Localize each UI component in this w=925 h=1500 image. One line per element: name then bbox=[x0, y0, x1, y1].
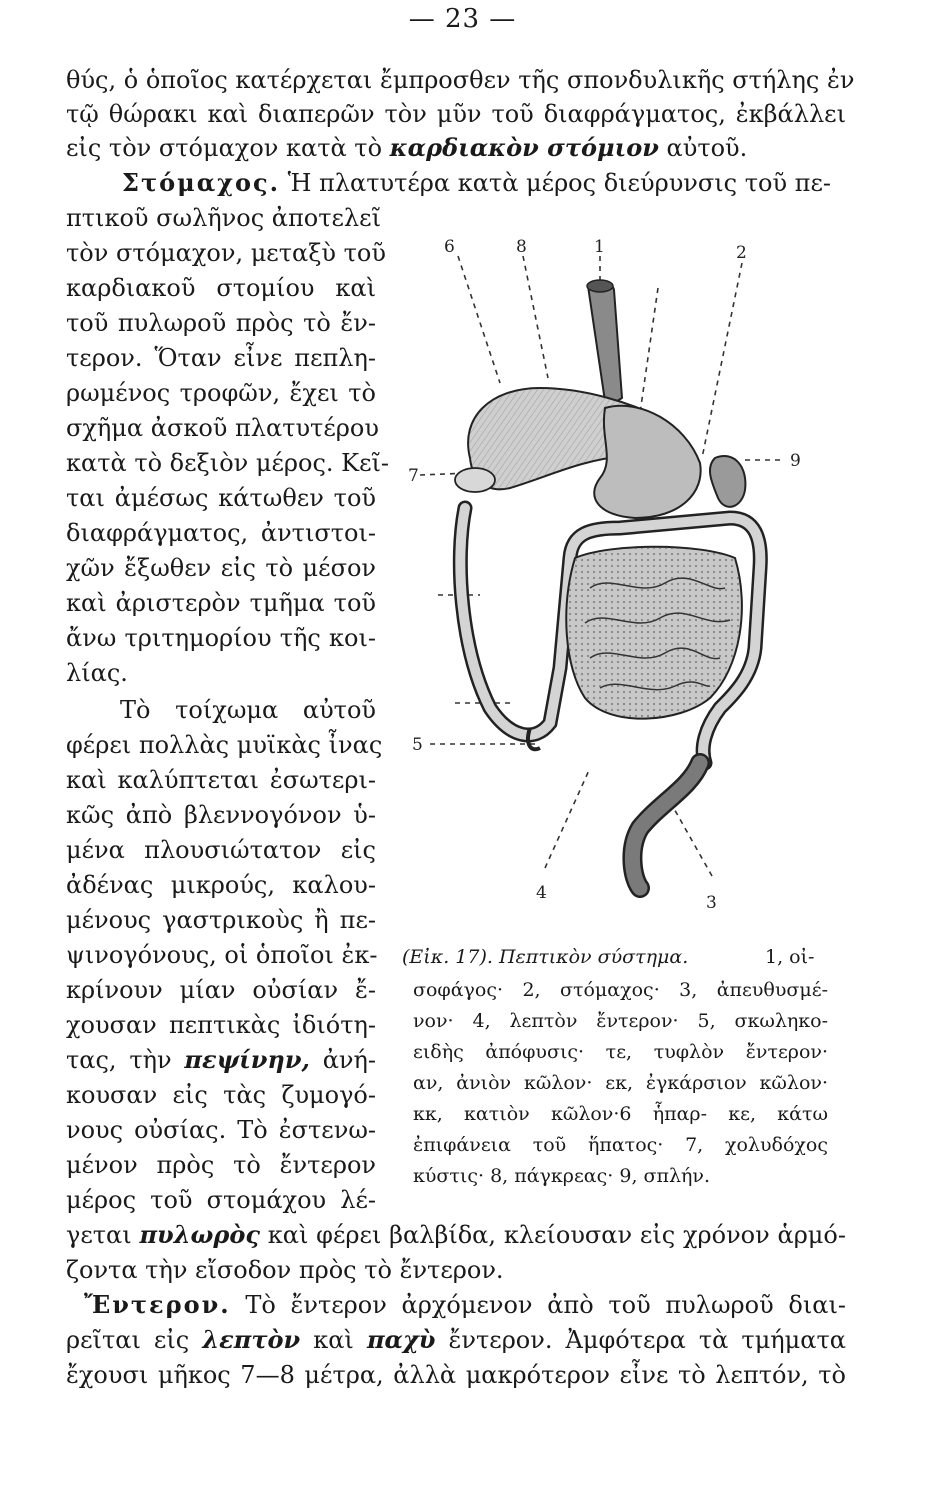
term-pepsin: πεψίνην, bbox=[184, 1045, 310, 1074]
figure-caption-text: κύστις· 8, πάγκρεας· 9, σπλήν. bbox=[413, 1165, 710, 1187]
body-line: κρίνουν μίαν οὐσίαν ἔ- bbox=[66, 976, 376, 1004]
term-cardiac-orifice: καρδιακὸν στόμιον bbox=[389, 133, 659, 162]
figure-caption-text: κκ, κατιὸν κῶλον·6 ἧπαρ- κε, κάτω bbox=[413, 1103, 828, 1125]
term-large-intestine: παχὺ bbox=[366, 1325, 436, 1354]
body-line: ἀδένας μικρούς, καλου- bbox=[66, 871, 376, 899]
page-number: — 23 — bbox=[408, 4, 517, 34]
figure-caption-title: (Εἰκ. 17). Πεπτικὸν σύστημα. bbox=[402, 946, 689, 968]
figure-caption-text: νον· 4, λεπτὸν ἔντερον· 5, σκωληκο- bbox=[413, 1010, 828, 1032]
section-heading-intestine: Ἔντερον. bbox=[84, 1290, 231, 1319]
body-line: χῶν ἔξωθεν εἰς τὸ μέσον bbox=[66, 554, 376, 582]
digestive-system-figure bbox=[400, 228, 830, 918]
figure-label: 2 bbox=[736, 243, 747, 263]
text-run: αὐτοῦ. bbox=[666, 134, 748, 162]
body-line: μένα πλουσιώτατον εἰς bbox=[66, 836, 376, 864]
figure-label: 7 bbox=[408, 466, 419, 486]
body-line: μέρος τοῦ στομάχου λέ- bbox=[66, 1186, 376, 1214]
body-line bbox=[66, 1220, 846, 1249]
figure-caption-text: σοφάγος· 2, στόμαχος· 3, ἀπευθυσμέ- bbox=[413, 979, 828, 1001]
figure-label: 9 bbox=[790, 451, 801, 471]
body-line: ζοντα τὴν εἴσοδον πρὸς τὸ ἔντερον. bbox=[66, 1256, 504, 1284]
body-line: ται ἀμέσως κάτωθεν τοῦ bbox=[66, 484, 376, 512]
body-line bbox=[66, 1325, 846, 1354]
figure-caption-text: ειδὴς ἀπόφυσις· τε, τυφλὸν ἔντερον· bbox=[413, 1041, 828, 1063]
body-line: ἔχουσι μῆκος 7—8 μέτρα, ἀλλὰ μακρότερον εἶνε τὸ λεπτόν, τὸ bbox=[66, 1361, 846, 1389]
term-pylorus: πυλωρὸς bbox=[139, 1220, 260, 1249]
body-line: κατὰ τὸ δεξιὸν μέρος. Κεῖ- bbox=[66, 449, 390, 477]
body-line bbox=[66, 133, 748, 162]
body-line: τοῦ πυλωροῦ πρὸς τὸ ἔν- bbox=[66, 309, 376, 337]
body-line: ψινογόνους, οἱ ὁποῖοι ἐκ- bbox=[66, 941, 378, 969]
body-line: διαφράγματος, ἀντιστοι- bbox=[66, 519, 376, 547]
body-line: καὶ ἀριστερὸν τμῆμα τοῦ bbox=[66, 589, 376, 617]
body-line: μένους γαστρικοὺς ἢ πε- bbox=[66, 906, 376, 934]
body-line: φέρει πολλὰς μυϊκὰς ἶνας bbox=[66, 731, 383, 759]
body-line: μένον πρὸς τὸ ἔντερον bbox=[66, 1151, 376, 1179]
body-line: σχῆμα ἀσκοῦ πλατυτέρου bbox=[66, 414, 379, 442]
figure-label: 3 bbox=[706, 893, 717, 913]
text-run: ἀνή- bbox=[322, 1046, 376, 1074]
body-line: πτικοῦ σωλῆνος ἀποτελεῖ bbox=[66, 204, 381, 232]
body-line: ἄνω τριτημορίου τῆς κοι- bbox=[66, 624, 376, 652]
text-run: καὶ bbox=[313, 1326, 354, 1354]
body-line: καρδιακοῦ στομίου καὶ bbox=[66, 274, 376, 302]
body-line: κῶς ἀπὸ βλεννογόνον ὑ- bbox=[66, 801, 376, 829]
figure-label: 1 bbox=[594, 237, 605, 257]
text-run: εἰς τὸν στόμαχον κατὰ τὸ bbox=[66, 134, 383, 162]
body-line: τερον. Ὅταν εἶνε πεπλη- bbox=[66, 344, 376, 372]
body-line: Τὸ τοίχωμα αὐτοῦ bbox=[120, 696, 376, 724]
text-run: γεται bbox=[66, 1221, 132, 1249]
body-line: λίας. bbox=[66, 659, 128, 687]
figure-label: 8 bbox=[516, 237, 527, 257]
body-line bbox=[122, 168, 831, 197]
body-line: χουσαν πεπτικὰς ἰδιότη- bbox=[66, 1011, 376, 1039]
figure-label: 4 bbox=[536, 883, 547, 903]
body-line: καὶ καλύπτεται ἐσωτερι- bbox=[66, 766, 376, 794]
figure-caption-text: 1, οἰ- bbox=[765, 946, 815, 968]
body-line: νους οὐσίας. Τὸ ἐστενω- bbox=[66, 1116, 376, 1144]
text-run: ρεῖται εἰς bbox=[66, 1326, 190, 1354]
body-line: κουσαν εἰς τὰς ζυμογό- bbox=[66, 1081, 376, 1109]
figure-label: 6 bbox=[444, 237, 455, 257]
text-run: Ἡ πλατυτέρα κατὰ μέρος διεύρυνσις τοῦ πε- bbox=[287, 169, 831, 197]
term-small-intestine: λεπτὸν bbox=[202, 1325, 301, 1354]
body-line: ρωμένος τροφῶν, ἔχει τὸ bbox=[66, 379, 376, 407]
figure-caption-text: ἐπιφάνεια τοῦ ἥπατος· 7, χολυδόχος bbox=[413, 1134, 828, 1156]
text-run: καὶ φέρει βαλβίδα, κλείουσαν εἰς χρόνον ἁρμό- bbox=[267, 1221, 846, 1249]
figure-label: 5 bbox=[412, 735, 423, 755]
text-run: Τὸ ἔντερον ἀρχόμενον ἀπὸ τοῦ πυλωροῦ διαι- bbox=[245, 1291, 846, 1319]
body-line bbox=[66, 1045, 376, 1074]
body-line: τὸν στόμαχον, μεταξὺ τοῦ bbox=[66, 239, 386, 267]
figure-caption-text: αν, ἀνιὸν κῶλον· εκ, ἐγκάρσιον κῶλον· bbox=[413, 1072, 828, 1094]
text-run: ἔντερον. Ἀμφότερα τὰ τμήματα bbox=[448, 1326, 846, 1354]
body-line bbox=[84, 1290, 846, 1319]
body-line: θύς, ὁ ὁποῖος κατέρχεται ἔμπροσθεν τῆς σπονδυλικῆς στήλης ἐν bbox=[66, 66, 855, 94]
section-heading-stomach: Στόμαχος. bbox=[122, 168, 280, 197]
body-line: τῷ θώρακι καὶ διαπερῶν τὸν μῦν τοῦ διαφράγματος, ἐκβάλλει bbox=[66, 100, 846, 128]
text-run: τας, τὴν bbox=[66, 1046, 172, 1074]
